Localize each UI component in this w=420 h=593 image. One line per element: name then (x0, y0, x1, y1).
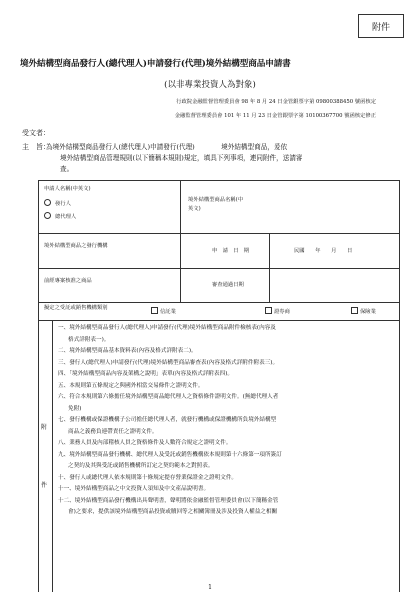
attachment-item-1-text-cont: 格式詳附表一)。 (68, 336, 110, 343)
channel-insurance-checkbox[interactable] (351, 307, 358, 314)
attachment-item-8-text: 八、業務人員及內部稽核人員之資格條件及人數符合規定之證明文件。 (58, 440, 232, 446)
subject-label: 主 旨： (22, 143, 50, 151)
attachment-item-5-text: 五、本規則第五條規定之與國外相當交易條件之證明文件。 (58, 382, 204, 389)
attachment-item-3 (58, 358, 398, 370)
approval-reference-2: 金融監督管理委員會 101 年 11 月 23 日金管銀票字第 10100367700 號函核定修正 (174, 113, 376, 119)
attachment-item-9-text-cont: 之契約及其與受託或銷售機構所訂定之契約範本之對照表。 (68, 463, 214, 469)
application-date-label: 申 請 日 期 (212, 248, 250, 254)
agent-option[interactable] (44, 212, 76, 222)
issuer-radio[interactable] (44, 199, 51, 206)
subject-text (46, 142, 402, 175)
attachment-item-11 (58, 484, 398, 496)
attachments-list (58, 323, 398, 519)
attachment-item-6 (58, 392, 398, 415)
attachment-item-9 (58, 450, 398, 473)
subject-line-3: 查。 (60, 165, 74, 173)
attachment-item-7 (58, 415, 398, 438)
attachment-item-2-text: 二、境外結構型商品基本資料表(內容及格式詳附表二)。 (58, 348, 197, 354)
product-name-field[interactable] (284, 184, 396, 230)
approval-date-label: 審查通過日期 (212, 282, 244, 288)
channel-bank-checkbox[interactable] (151, 307, 158, 314)
channel-bank-label: 信託業 (160, 309, 176, 315)
attachment-label: 附件 (371, 22, 390, 33)
attachments-side-label-1: 附 (41, 424, 48, 431)
channels-label: 擬定之受託或銷售機構類別 (44, 305, 108, 311)
channel-bank-option[interactable] (151, 307, 176, 317)
attachment-item-3-text: 三、發行人(總代理人)申請發行(代理)境外結構型商品審查表(內容及格式詳附件附表三)。 (58, 359, 279, 366)
attachment-item-1-text: 一、境外結構型商品發行人(總代理人)申請發行(代理)境外結構型商品附件檢核表(內容及 (58, 325, 276, 331)
approval-reference-1: 行政院金融監督管理委員會 98 年 8 月 24 日金管銀票字第 09800388450 號函核定 (176, 99, 376, 105)
applicant-name-label: 申請人名稱(中英文) (44, 186, 91, 192)
attachment-item-2 (58, 346, 398, 358)
attachment-item-6-text: 六、符合本規則第六條擔任境外結構型商品總代理人之資格條件證明文件。(無總代理人者 (58, 394, 279, 400)
recipient-label: 受文者： (22, 129, 50, 137)
attachment-label-box (358, 14, 404, 38)
attachment-item-12 (58, 496, 398, 519)
issuer-option[interactable] (44, 199, 71, 209)
attachment-item-4 (58, 369, 398, 381)
prior-approval-label: 前經專案核准之商品 (44, 278, 92, 284)
document-subtitle: (以非專業投資人為對象) (164, 80, 256, 90)
attachment-item-5 (58, 381, 398, 393)
attachments-side-label-2: 件 (41, 482, 48, 489)
channel-securities-label: 證券商 (274, 309, 290, 315)
attachment-item-4-text: 四、「境外結構型商品內容及架構之說明」表單(內容及格式詳附表四)。 (58, 371, 233, 377)
attachment-item-8 (58, 438, 398, 450)
application-date-field[interactable]: 民國 年 月 日 (294, 248, 353, 254)
attachment-item-12-text: 十二、境外結構型商品發行機構出具聲明書，聲明將依金融監督管理委員會(以下簡稱金管 (58, 497, 279, 504)
attachment-item-11-text: 十一、境外結構型商品之中文投資人須知及中文產品說明書。 (58, 486, 210, 492)
attachment-item-12-text-cont: 會)之要求，提供該境外結構型商品投資或贖回等之相關簿冊及涉及投資人權益之相關 (68, 509, 278, 515)
subject-line-1: 為境外結構型商品發行人(總代理人)申請發行(代理) 境外結構型商品，爰依 (46, 143, 288, 151)
attachment-item-1 (58, 323, 398, 346)
attachment-item-9-text: 九、境外結構型商品發行機構、總代理人及受託或銷售機構依本規則第十六條第一項所簽訂 (58, 451, 282, 458)
channel-insurance-label: 保險業 (360, 309, 376, 315)
agent-radio[interactable] (44, 212, 51, 219)
document-title: 境外結構型商品發行人(總代理人)申請發行(代理)境外結構型商品申請書 (20, 59, 291, 69)
subject-line-2: 境外結構型商品管理規則(以下簡稱本規則)規定，填具下列事項，連同附件，送請審 (60, 154, 303, 162)
approval-date-field[interactable] (278, 274, 396, 298)
attachment-item-7-text-cont: 商品之義務負連帶責任之證明文件。 (68, 428, 158, 435)
channel-securities-option[interactable] (265, 307, 290, 317)
issuer-option-label: 發行人 (55, 201, 71, 207)
page-number: 1 (208, 584, 212, 591)
attachment-item-10 (58, 473, 398, 485)
channel-insurance-option[interactable] (351, 307, 376, 317)
product-name-label: 境外結構型商品名稱(中英文) (188, 197, 244, 212)
application-form-table (38, 180, 400, 592)
channel-securities-checkbox[interactable] (265, 307, 272, 314)
attachment-item-10-text: 十、發行人或總代理人依本規則第十條規定提存營業保證金之證明文件。 (58, 474, 238, 481)
issuing-institution-label: 境外結構型商品之發行機構 (44, 243, 108, 249)
attachment-item-6-text-cont: 免附) (68, 405, 82, 412)
agent-option-label: 總代理人 (55, 214, 77, 220)
attachment-item-7-text: 七、發行機構或保證機構子公司擔任總代理人者，就發行機構或保證機構所負境外結構型 (58, 417, 277, 423)
